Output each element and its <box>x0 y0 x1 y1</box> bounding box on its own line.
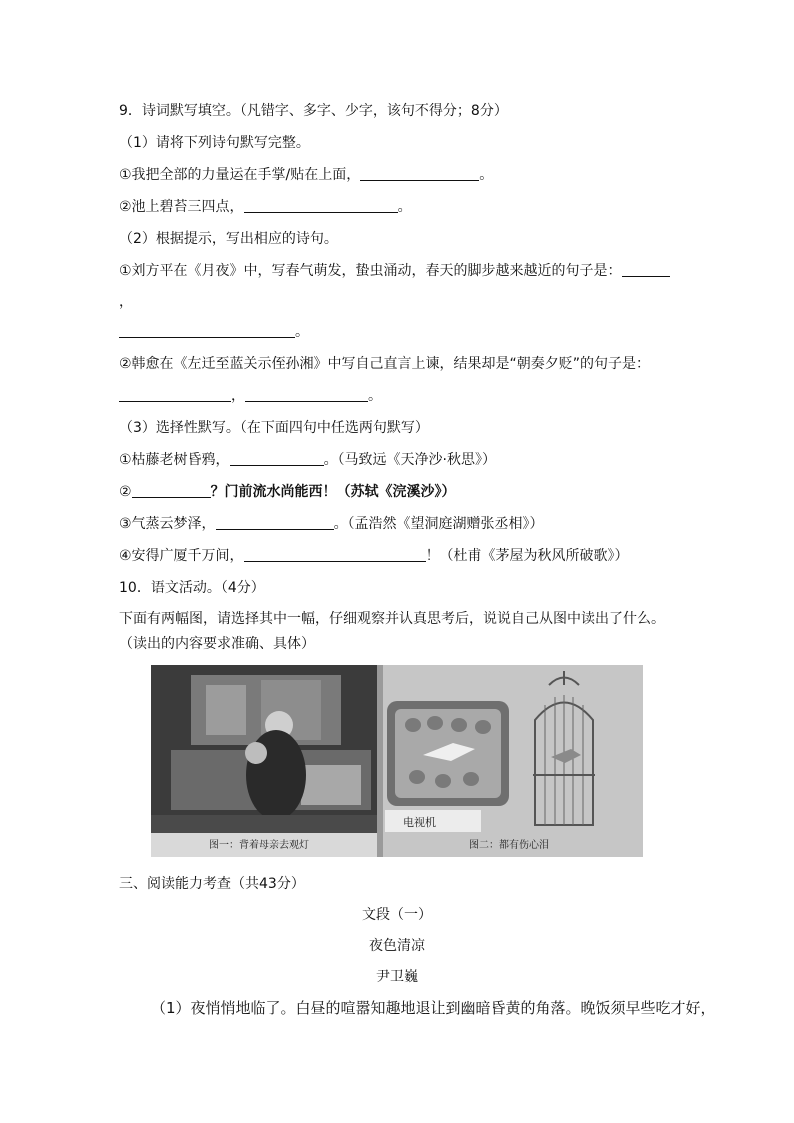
answer-blank[interactable] <box>230 451 324 466</box>
answer-blank[interactable] <box>244 198 398 213</box>
q9-part2-instruction: （2）根据提示，写出相应的诗句。 <box>119 231 338 247</box>
q9-part3-item1-source: 。（马致远《天净沙·秋思》） <box>323 452 497 468</box>
q9-part3-item4-source: ！（杜甫《茅屋为秋风所破歌》） <box>425 548 629 564</box>
answer-blank[interactable] <box>132 483 211 498</box>
q9-part3-item4-text: ④安得广厦千万间， <box>119 548 244 564</box>
figure-2-caption: 图二：都有伤心泪 <box>469 840 549 851</box>
answer-blank[interactable] <box>360 166 479 181</box>
punct: ， <box>231 388 245 404</box>
punct: 。 <box>397 199 412 215</box>
q10-instruction: 下面有两幅图，请选择其中一幅，仔细观察并认真思考后，说说自己从图中读出了什么。 <box>119 611 665 627</box>
answer-blank[interactable] <box>119 387 231 402</box>
q9-part3-item2-num: ② <box>119 484 132 500</box>
answer-blank[interactable] <box>119 323 295 338</box>
q9-part2-item1 <box>119 261 670 281</box>
figure-1-photo <box>151 665 377 857</box>
section3-title: 三、阅读能力考查（共43分） <box>119 876 305 892</box>
q9-part1-item1 <box>119 165 493 185</box>
q9-part1-item2 <box>119 197 412 217</box>
passage-part-label: 文段（一） <box>362 907 432 923</box>
figure-2-drawing <box>383 665 643 857</box>
punct-comma: ， <box>119 294 133 310</box>
article-paragraph-1: （1）夜悄悄地临了。白昼的喧嚣知趣地退让到幽暗昏黄的角落。晚饭须早些吃才好， <box>151 999 716 1017</box>
q9-part3-item3-text: ③气蒸云梦泽， <box>119 516 216 532</box>
q9-part1-item2-text: ②池上碧苔三四点， <box>119 199 244 215</box>
q10-figures <box>151 665 643 857</box>
answer-blank[interactable] <box>622 262 670 277</box>
q9-part3-item2-text: ？门前流水尚能西！（苏轼《浣溪沙》） <box>210 484 456 500</box>
q9-part3-item1-text: ①枯藤老树昏鸦， <box>119 452 230 468</box>
answer-blank[interactable] <box>216 515 334 530</box>
article-author: 尹卫巍 <box>376 969 418 985</box>
q9-part1-instruction: （1）请将下列诗句默写完整。 <box>119 135 310 151</box>
punct: 。 <box>295 324 309 340</box>
article-title: 夜色清凉 <box>369 938 425 954</box>
figure-1-illustration <box>151 665 377 857</box>
q9-part3-item3 <box>119 514 544 534</box>
answer-blank[interactable] <box>244 547 426 562</box>
q9-part3-instruction: （3）选择性默写。（在下面四句中任选两句默写） <box>119 420 429 436</box>
q9-part3-item2 <box>119 482 456 502</box>
q9-part3-item4 <box>119 546 629 566</box>
punct: 。 <box>368 388 382 404</box>
q9-part2-item2-answers <box>119 386 382 406</box>
q9-part2-item1-text: ①刘方平在《月夜》中，写春气萌发，蛰虫涌动，春天的脚步越来越近的句子是： <box>119 263 622 279</box>
tv-label: 电视机 <box>403 816 436 829</box>
answer-blank[interactable] <box>245 387 368 402</box>
q9-part3-item1 <box>119 450 496 470</box>
q10-instruction-2: （读出的内容要求准确、具体） <box>119 636 315 652</box>
q10-title: 10．语文活动。（4分） <box>119 580 265 596</box>
q9-part2-item2: ②韩愈在《左迁至蓝关示侄孙湘》中写自己直言上谏，结果却是“朝奏夕贬”的句子是： <box>119 356 651 372</box>
q9-title: 9．诗词默写填空。（凡错字、多字、少字，该句不得分；8分） <box>119 103 508 119</box>
figure-1-caption: 图一：背着母亲去观灯 <box>209 840 309 851</box>
q9-part1-item1-text: ①我把全部的力量运在手掌/贴在上面， <box>119 167 361 183</box>
q9-part3-item3-source: 。（孟浩然《望洞庭湖赠张丞相》） <box>333 516 544 532</box>
q9-part2-item1-line2 <box>119 322 309 342</box>
punct: 。 <box>479 167 494 183</box>
